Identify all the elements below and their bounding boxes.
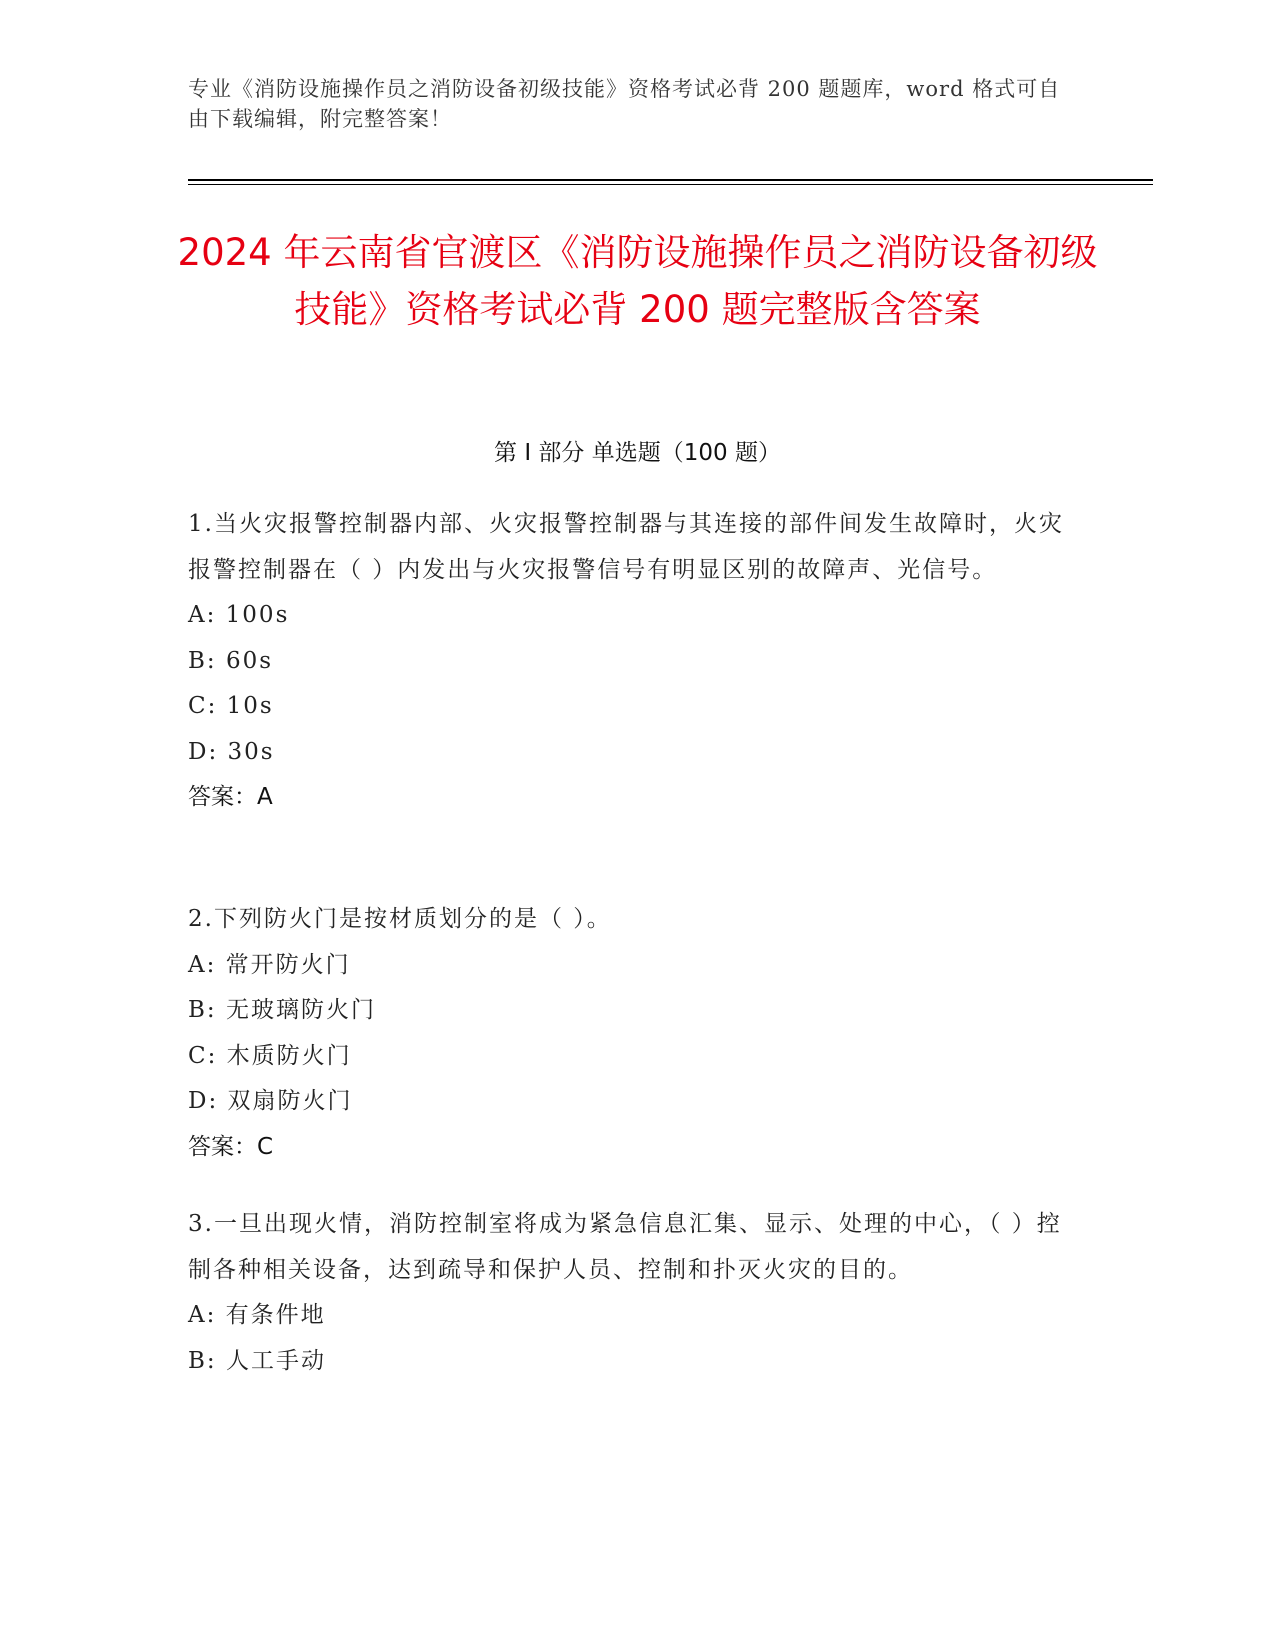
answer: 答案：A <box>188 784 273 810</box>
question-stem: 3.一旦出现火情，消防控制室将成为紧急信息汇集、显示、处理的中心，（ ）控制各种相关设备，达到疏导和保护人员、控制和扑灭火灾的目的。 <box>188 1211 1062 1283</box>
option-b: B: 人工手动 <box>188 1347 326 1374</box>
question-1 <box>188 502 1068 821</box>
answer: 答案：C <box>188 1133 274 1160</box>
option-d: D: 30s <box>188 738 275 765</box>
option-a: A: 有条件地 <box>188 1302 326 1328</box>
option-a: A: 常开防火门 <box>188 951 351 978</box>
question-stem: 1.当火灾报警控制器内部、火灾报警控制器与其连接的部件间发生故障时，火灾报警控制器在（ ）内发出与火灾报警信号有明显区别的故障声、光信号。 <box>188 511 1064 583</box>
header-rule-thick <box>188 179 1153 181</box>
header-rule-thin <box>188 184 1153 185</box>
option-a: A: 100s <box>188 602 290 628</box>
option-b: B: 60s <box>188 647 274 674</box>
option-d: D: 双扇防火门 <box>188 1088 353 1114</box>
option-b: B: 无玻璃防火门 <box>188 997 376 1023</box>
option-c: C: 10s <box>188 693 274 719</box>
question-stem: 2.下列防火门是按材质划分的是（ ）。 <box>188 906 612 932</box>
question-2 <box>188 897 1068 1170</box>
header-note: 专业《消防设施操作员之消防设备初级技能》资格考试必背 200 题题库，word 格式可自由下载编辑，附完整答案！ <box>188 77 1061 131</box>
document-title: 2024 年云南省官渡区《消防设施操作员之消防设备初级技能》资格考试必背 200 题完整版含答案 <box>177 231 1098 331</box>
option-c: C: 木质防火门 <box>188 1042 352 1069</box>
question-3 <box>188 1202 1068 1384</box>
section-heading: 第 I 部分 单选题（100 题） <box>494 440 781 466</box>
